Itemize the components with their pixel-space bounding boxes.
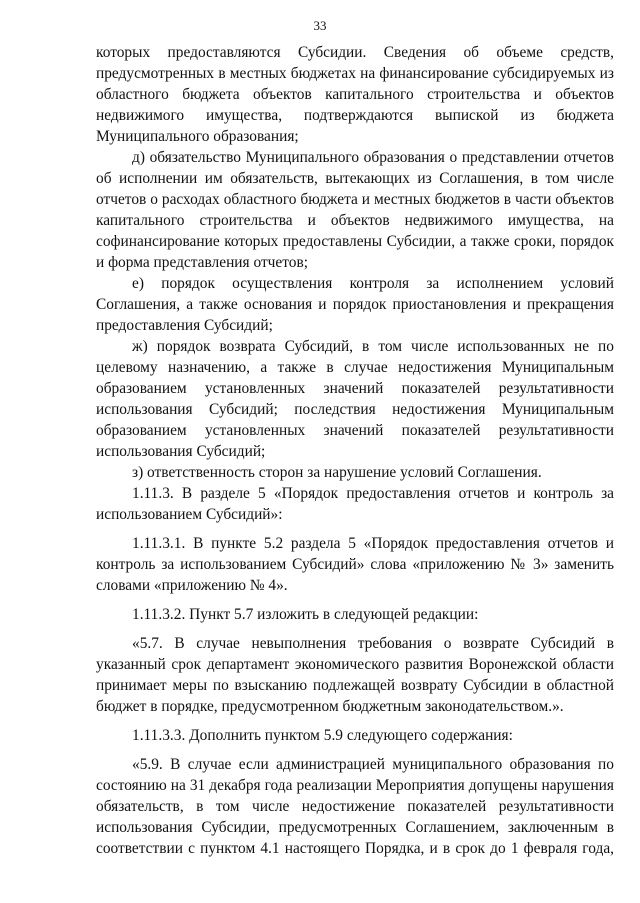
paragraph-1-11-3: 1.11.3. В разделе 5 «Порядок предоставления отчетов и контроль за использованием Субсидий»: [96,485,614,523]
paragraph-quote-5-7: «5.7. В случае невыполнения требования о возврате Субсидий в указанный срок департамент экономического развития Воронежской области принимает меры по взысканию подлежащей возврату Субсидии в областной бюджет в порядке, предусмотренном бюджетным законодательством.». [96,635,614,715]
paragraph-item-z: з) ответственность сторон за нарушение условий Соглашения. [132,464,542,481]
paragraph-item-d: д) обязательство Муниципального образования о представлении отчетов об исполнении им обязательств, вытекающих из Соглашения, в том числе отчетов о расходах областного бюджета и местных бюджетов в части объектов капитального строительства и объектов недвижимого имущества, на софинансирование которых предоставлены Субсидии, а также сроки, порядок и форма представления отчетов; [96,149,614,271]
paragraph-1-11-3-1: 1.11.3.1. В пункте 5.2 раздела 5 «Порядок предоставления отчетов и контроль за использованием Субсидий» слова «приложению № 3» заменить словами «приложению № 4». [96,535,614,594]
paragraph-item-e: е) порядок осуществления контроля за исполнением условий Соглашения, а также основания и порядок приостановления и прекращения предоставления Субсидий; [96,275,614,334]
document-body [96,42,614,859]
paragraph-1-11-3-2: 1.11.3.2. Пункт 5.7 изложить в следующей редакции: [132,606,479,623]
page-number: 33 [313,18,327,33]
paragraph-continuation: которых предоставляются Субсидии. Сведения об объеме средств, предусмотренных в местных бюджетах на финансирование субсидируемых из областного бюджета объектов капитального строительства и объектов недвижимого имущества, подтверждаются выпиской из бюджета Муниципального образования; [96,44,614,145]
paragraph-1-11-3-3: 1.11.3.3. Дополнить пунктом 5.9 следующего содержания: [132,727,513,744]
paragraph-quote-5-9: «5.9. В случае если администрацией муниципального образования по состоянию на 31 декабря года реализации Мероприятия допущены нарушения обязательств, в том числе недостижение показателей результативности использования Субсидии, предусмотренных Соглашением, заключенным в соответствии с пунктом 4.1 настоящего Порядка, и в срок до 1 февраля года, [96,756,614,857]
paragraph-item-zh: ж) порядок возврата Субсидий, в том числе использованных не по целевому назначению, а также в случае недостижения Муниципальным образованием установленных значений показателей результативности использования Субсидий; последствия недостижения Муниципальным образованием установленных значений показателей результативности использования Субсидий; [96,338,614,460]
